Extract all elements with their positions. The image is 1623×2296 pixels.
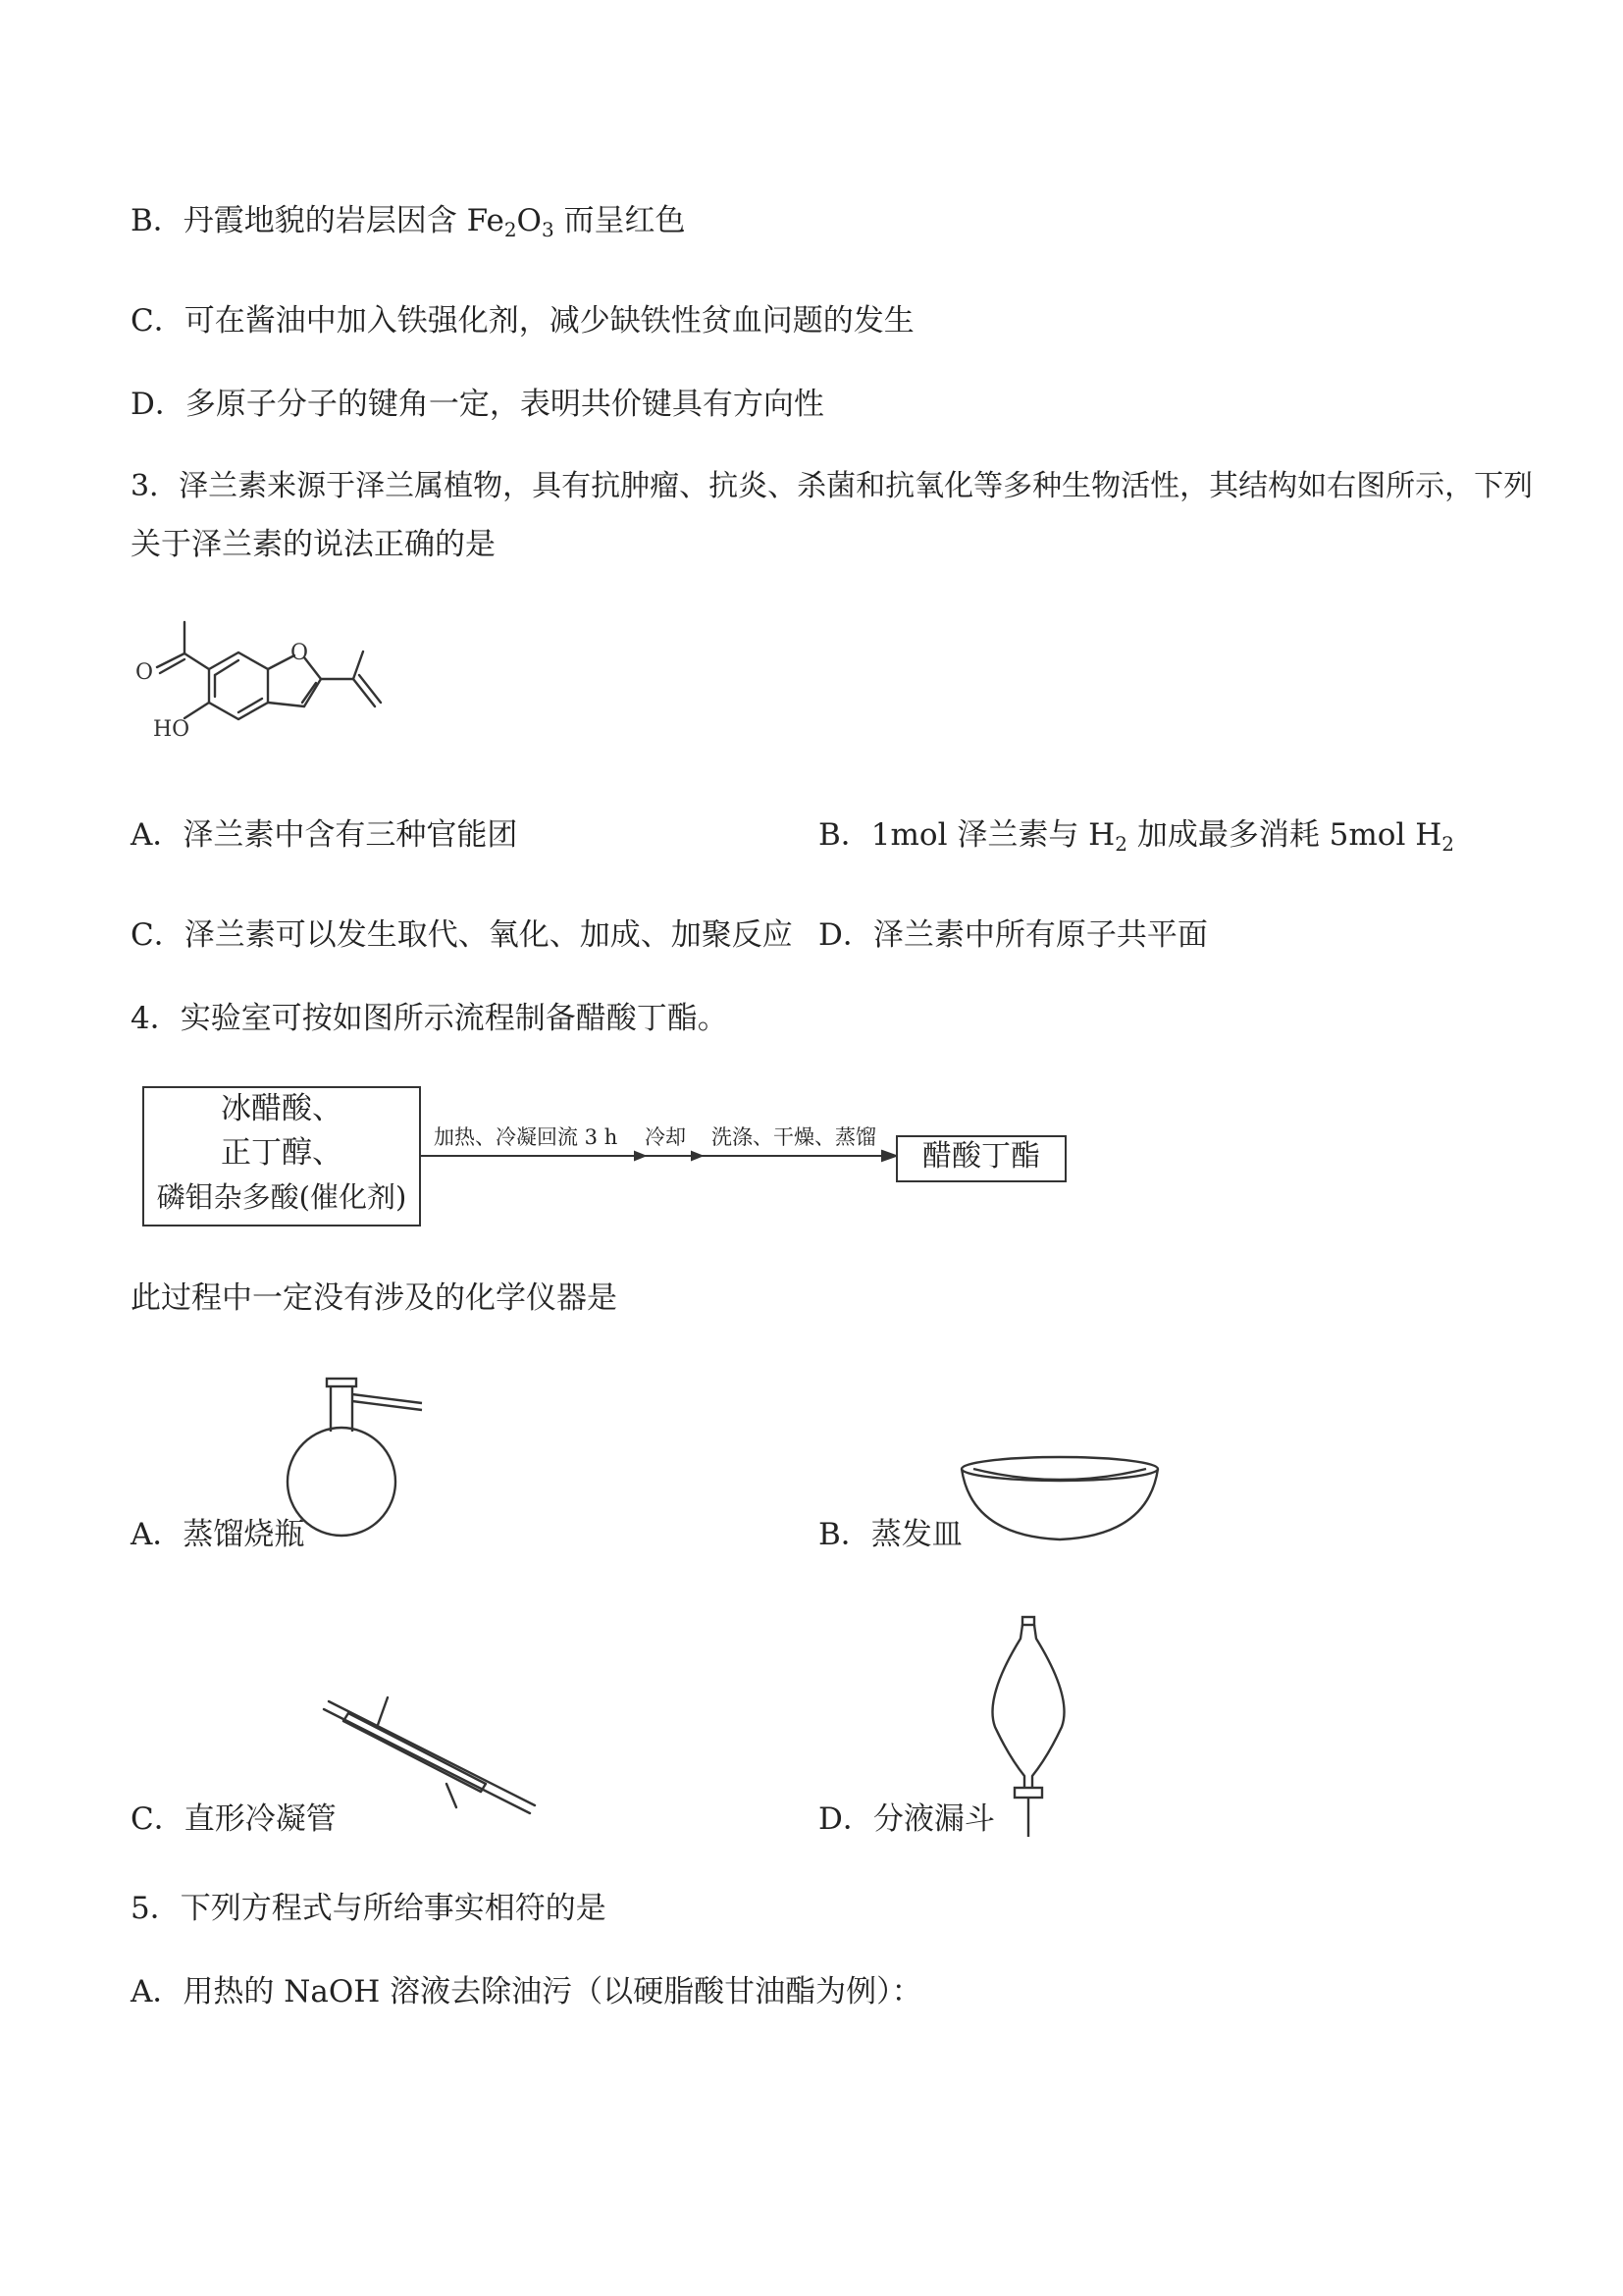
q4-option-b: B．蒸发皿: [818, 1517, 963, 1552]
q5-stem: 5．下列方程式与所给事实相符的是: [131, 1891, 606, 1926]
flow-step2-label: 冷却: [645, 1125, 686, 1149]
evaporating-dish-icon: [952, 1447, 1168, 1555]
q3-stem-line1: 3．泽兰素来源于泽兰属植物，具有抗肿瘤、抗炎、杀菌和抗氧化等多种生物活性，其结构如右图所示，下列: [131, 469, 1534, 503]
flow-reactant-2: 正丁醇、: [221, 1135, 342, 1171]
flow-reactant-3: 磷钼杂多酸(催化剂): [156, 1180, 407, 1214]
q3-option-c: C．泽兰素可以发生取代、氧化、加成、加聚反应: [131, 917, 793, 953]
q3-stem-line2: 关于泽兰素的说法正确的是: [131, 527, 496, 562]
q3-option-a: A．泽兰素中含有三种官能团: [131, 817, 518, 853]
q3-option-d: D．泽兰素中所有原子共平面: [818, 917, 1208, 953]
zelanin-structure-diagram: [128, 608, 461, 765]
flow-arrows: [417, 1138, 898, 1168]
distillation-flask-icon: [285, 1359, 432, 1555]
q5-option-a: A．用热的 NaOH 溶液去除油污（以硬脂酸甘油酯为例）：: [131, 1974, 922, 2009]
flow-reactant-1: 冰醋酸、: [221, 1091, 342, 1126]
flow-step3-label: 洗涤、干燥、蒸馏: [711, 1125, 876, 1149]
straight-condenser-icon: [319, 1688, 545, 1835]
flow-step1-label: 加热、冷凝回流 3 h: [434, 1125, 618, 1149]
q2-option-b: B．丹霞地貌的岩层因含 $Fe_2O_3$ 而呈红色: [131, 203, 686, 241]
q2-option-c: C．可在酱油中加入铁强化剂，减少缺铁性贫血问题的发生: [131, 303, 915, 339]
structure-label-ketone-o: O: [135, 660, 154, 685]
structure-label-ring-o: O: [290, 641, 309, 665]
q4-stem: 4．实验室可按如图所示流程制备醋酸丁酯。: [131, 1001, 728, 1036]
q4-option-a: A．蒸馏烧瓶: [131, 1517, 305, 1552]
q3-option-b: B．1mol 泽兰素与 $H_2$ 加成最多消耗 5mol $H_2$: [818, 817, 1454, 856]
q4-question: 此过程中一定没有涉及的化学仪器是: [131, 1280, 617, 1316]
q4-option-c: C．直形冷凝管: [131, 1801, 337, 1837]
structure-label-ho: HO: [153, 717, 190, 742]
q4-option-d: D．分液漏斗: [818, 1801, 995, 1837]
q2-option-d: D．多原子分子的键角一定，表明共价键具有方向性: [131, 387, 824, 422]
flow-product: 醋酸丁酯: [922, 1139, 1040, 1174]
